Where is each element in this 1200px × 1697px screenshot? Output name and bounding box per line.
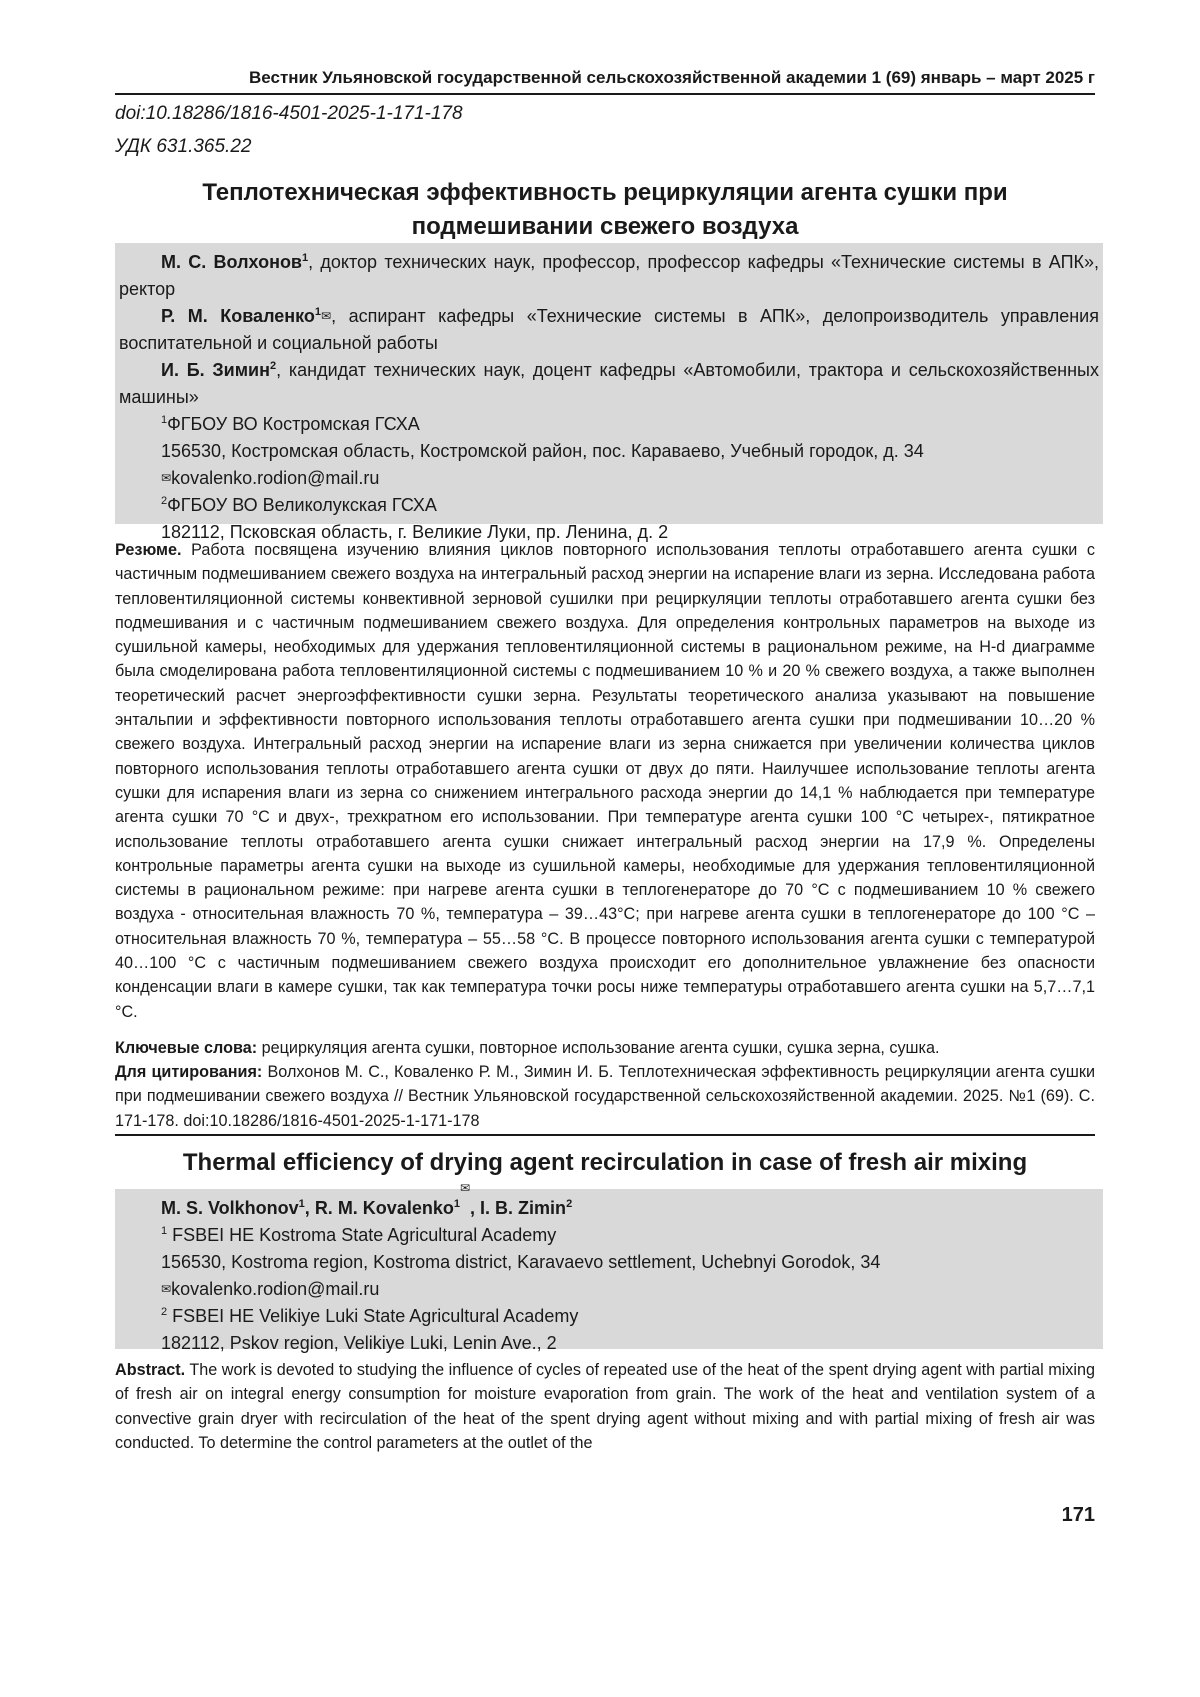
affil-ru-email: ✉kovalenko.rodion@mail.ru [119, 465, 1099, 492]
affil-en-org1: 1 FSBEI HE Kostroma State Agricultural Academy [119, 1222, 1099, 1249]
affil-ru-org1: 1ФГБОУ ВО Костромская ГСХА [119, 411, 1099, 438]
keywords-ru: Ключевые слова: рециркуляция агента сушки, повторное использование агента сушки, сушка зерна, сушка. [115, 1036, 1095, 1060]
section-divider [115, 1134, 1095, 1136]
affil-en-email: ✉kovalenko.rodion@mail.ru [119, 1276, 1099, 1303]
citation-ru: Для цитирования: Волхонов М. С., Коваленко Р. М., Зимин И. Б. Теплотехническая эффективность рециркуляции агента сушки при подмешивании свежего воздуха // Вестник Ульяновской государственной сельскохозяйственной академии. 2025. №1 (69). С. 171-178. doi:10.18286/1816-4501-2025-1-171-178 [115, 1060, 1095, 1133]
abstract-en [115, 1358, 1095, 1455]
title-ru [115, 176, 1095, 244]
page-number: 171 [1062, 1504, 1095, 1527]
mail-icon: ✉ [321, 309, 331, 323]
mail-icon: ✉ [161, 471, 171, 485]
article-page [115, 0, 1095, 1697]
mail-icon: ✉ [460, 1181, 470, 1195]
title-ru-line1: Теплотехническая эффективность рециркуляции агента сушки при [115, 176, 1095, 210]
authors-ru-block [115, 243, 1103, 524]
summary-text: Работа посвящена изучению влияния циклов повторного использования теплоты отработавшего агента сушки с частичным подмешиванием свежего воздуха на интегральный расход энергии на испарение влаги из зерна. Исследована работа тепловентиляционной системы конвективной зерновой сушилки при рециркуляции теплоты отработавшего агента сушки без подмешивания и с частичным подмешиванием свежего воздуха. Для определения контрольных параметров на выходе из сушильной камеры, необходимых для удержания тепловентиляционной системы в рациональном режиме, на H-d диаграмме была смоделирована работа тепловентиляционной системы с подмешиванием 10 % и 20 % свежего воздуха, а также выполнен теоретический расчет энергоэффективности сушки зерна. Результаты теоретического анализа указывают на повышение энтальпии и эффективности повторного использования теплоты отработавшего агента сушки при подмешивании 10…20 % свежего воздуха. Интегральный расход энергии на испарение влаги из зерна снижается при увеличении количества циклов повторного использования теплоты отработавшего агента сушки от двух до пяти. Наилучшее использование теплоты агента сушки для испарения влаги из зерна со снижением интегрального расхода энергии до 14,1 % наблюдается при температуре агента сушки 70 °С и двух-, трехкратном его использовании. При температуре агента сушки 100 °С четырех-, пятикратное использование теплоты отработавшего агента сушки снижает интегральный расход энергии на 17,9 %. Определены контрольные параметры агента сушки на выходе из сушильной камеры, необходимые для удержания тепловентиляционной системы в рациональном режиме: при нагреве агента сушки в теплогенераторе до 70 °С с подмешиванием 10 % свежего воздуха - относительная влажность 70 %, температура – 39…43°С; при нагреве агента сушки в теплогенераторе до 100 °С – относительная влажность 70 %, температура – 55…58 °С. В процессе повторного использования агента сушки с температурой 40…100 °С с частичным подмешиванием свежего воздуха происходит его дополнительное увлажнение без опасности конденсации влаги в камере сушки, так как температура точки росы ниже температуры отработавшего агента сушки на 5,7…7,1 °С. [115, 541, 1095, 1021]
author-ru-3: И. Б. Зимин2, кандидат технических наук, доцент кафедры «Автомобили, трактора и сельскохозяйственных машины» [119, 357, 1099, 411]
udk: УДК 631.365.22 [115, 136, 251, 158]
affil-en-address1: 156530, Kostroma region, Kostroma district, Karavaevo settlement, Uchebnyi Gorodok, 34 [119, 1249, 1099, 1276]
affil-ru-org2: 2ФГБОУ ВО Великолукская ГСХА [119, 492, 1099, 519]
journal-header: Вестник Ульяновской государственной сельскохозяйственной академии 1 (69) январь – март 2025 г [115, 68, 1095, 95]
affil-ru-address2: 182112, Псковская область, г. Великие Луки, пр. Ленина, д. 2 [119, 519, 1099, 546]
affil-en-address2: 182112, Pskov region, Velikiye Luki, Lenin Ave., 2 [119, 1330, 1099, 1357]
title-ru-line2: подмешивании свежего воздуха [115, 210, 1095, 244]
abstract-label: Abstract. [115, 1361, 185, 1379]
summary-label: Резюме. [115, 541, 182, 559]
summary-ru [115, 538, 1095, 1024]
author-ru-1: М. С. Волхонов1, доктор технических наук, профессор, профессор кафедры «Технические системы в АПК», ректор [119, 249, 1099, 303]
authors-en: M. S. Volkhonov1, R. M. Kovalenko1✉, I. B. Zimin2 [119, 1195, 1099, 1222]
title-en: Thermal efficiency of drying agent recirculation in case of fresh air mixing [115, 1146, 1095, 1180]
abstract-text: The work is devoted to studying the influence of cycles of repeated use of the heat of the spent drying agent with partial mixing of fresh air on integral energy consumption for moisture evaporation from grain. The work of the heat and ventilation system of a convective grain dryer with recirculation of the heat of the spent drying agent without mixing and with partial mixing of fresh air was conducted. To determine the control parameters at the outlet of the [115, 1361, 1095, 1452]
authors-en-block [115, 1189, 1103, 1349]
mail-icon: ✉ [161, 1282, 171, 1296]
affil-en-org2: 2 FSBEI HE Velikiye Luki State Agricultural Academy [119, 1303, 1099, 1330]
affil-ru-address1: 156530, Костромская область, Костромской район, пос. Караваево, Учебный городок, д. 34 [119, 438, 1099, 465]
doi: doi:10.18286/1816-4501-2025-1-171-178 [115, 103, 463, 125]
author-ru-2: Р. М. Коваленко1✉, аспирант кафедры «Технические системы в АПК», делопроизводитель управления воспитательной и социальной работы [119, 303, 1099, 357]
